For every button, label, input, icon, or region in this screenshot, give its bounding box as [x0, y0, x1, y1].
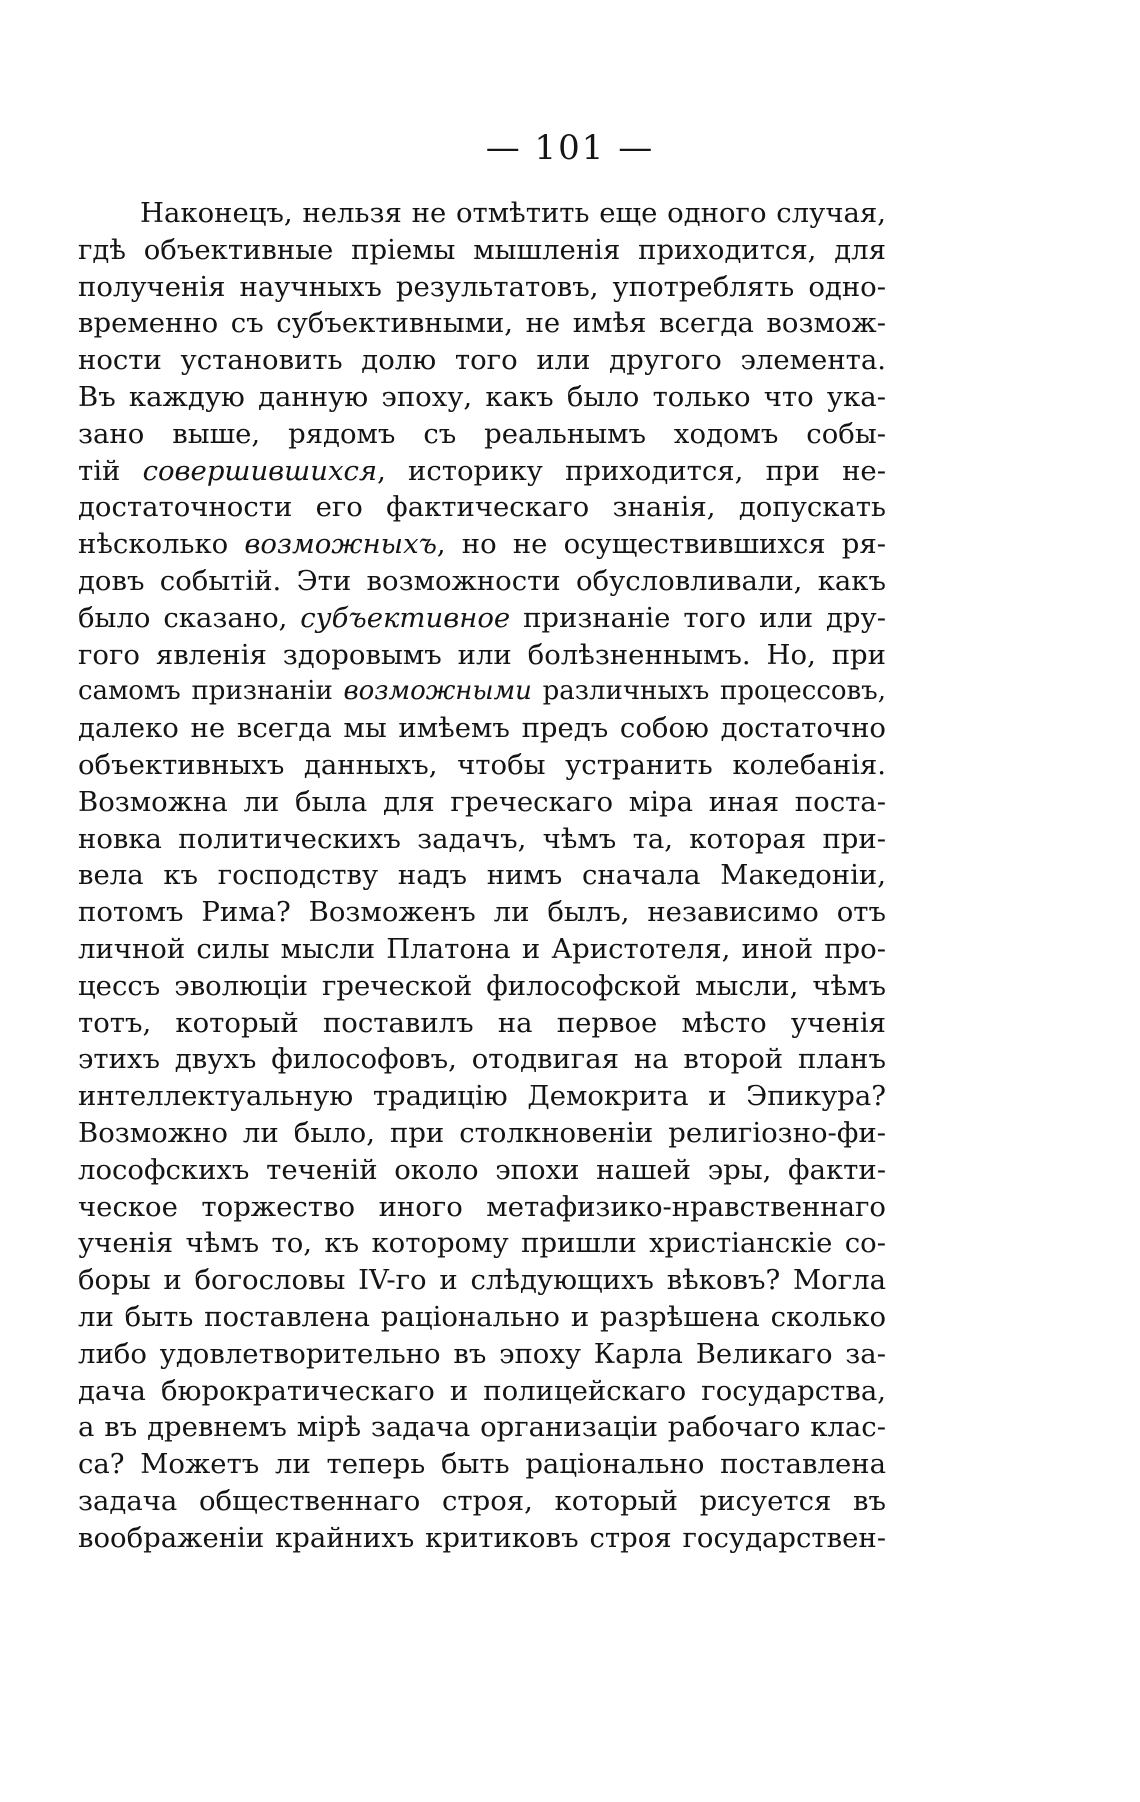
text-line: либо удовлетворительно въ эпоху Карла Великаго за-	[78, 1337, 886, 1370]
text-line: довъ событій. Эти возможности обусловливали, какъ	[78, 564, 886, 597]
text-run: нѣсколько	[78, 528, 245, 561]
text-line: боры и богословы IV-го и слѣдующихъ вѣковъ? Могла	[78, 1264, 886, 1297]
body-text	[78, 195, 886, 1556]
text-line: Возможна ли была для греческаго міра иная поста-	[78, 785, 886, 818]
text-line: дача бюрократическаго и полицейскаго государства,	[78, 1374, 886, 1407]
italic-emphasis: субъективное	[300, 601, 511, 634]
text-line: ности установить долю того или другого элемента.	[78, 344, 886, 377]
text-run: признаніе того или дру-	[510, 601, 886, 634]
italic-emphasis: совершившихся	[142, 454, 378, 487]
text-line: гдѣ объективные пріемы мышленія приходится, для	[78, 233, 886, 266]
text-run: , историку приходится, при не-	[377, 454, 886, 487]
text-line: вела къ господству надъ нимъ сначала Македоніи,	[78, 859, 886, 892]
text-line	[78, 453, 886, 490]
text-line	[78, 526, 886, 563]
text-run: , но не осуществившихся ря-	[436, 528, 887, 561]
text-line: Въ каждую данную эпоху, какъ было только что ука-	[78, 380, 886, 413]
text-line: личной силы мысли Платона и Аристотеля, иной про-	[78, 932, 886, 965]
text-line: тотъ, который поставилъ на первое мѣсто ученія	[78, 1006, 886, 1039]
text-line: ческое торжество иного метафизико-нравственнаго	[78, 1190, 886, 1223]
text-run: самомъ признаніи	[78, 676, 344, 707]
text-line: ученія чѣмъ то, къ которому пришли христіанскіе со-	[78, 1227, 886, 1260]
page-number: — 101 —	[485, 128, 655, 168]
text-line: достаточности его фактическаго знанія, допускать	[78, 491, 886, 524]
text-line: зано выше, рядомъ съ реальнымъ ходомъ собы-	[78, 417, 886, 450]
text-line: а въ древнемъ мірѣ задача организаціи рабочаго клас-	[78, 1411, 886, 1444]
text-run: различныхъ процессовъ,	[531, 676, 886, 707]
text-line: потомъ Рима? Возможенъ ли былъ, независимо отъ	[78, 896, 886, 929]
text-line: гого явленія здоровымъ или болѣзненнымъ. Но, при	[78, 638, 886, 671]
text-line: воображеніи крайнихъ критиковъ строя государствен-	[78, 1521, 886, 1554]
text-run: тій	[78, 454, 143, 487]
text-line: лософскихъ теченій около эпохи нашей эры, факти-	[78, 1153, 886, 1186]
text-line: задача общественнаго строя, который рисуется въ	[78, 1484, 886, 1517]
text-line: са? Можетъ ли теперь быть раціонально поставлена	[78, 1448, 886, 1481]
text-line: интеллектуальную традицію Демокрита и Эпикура?	[78, 1080, 886, 1113]
text-line	[78, 673, 886, 710]
text-line: Наконецъ, нельзя не отмѣтить еще одного случая,	[140, 197, 886, 229]
text-line: объективныхъ данныхъ, чтобы устранить колебанія.	[78, 748, 886, 781]
text-line: новка политическихъ задачъ, чѣмъ та, которая при-	[78, 822, 886, 855]
text-line: ли быть поставлена раціонально и разрѣшена сколько	[78, 1300, 886, 1333]
text-line: этихъ двухъ философовъ, отодвигая на второй планъ	[78, 1043, 886, 1076]
text-line: полученія научныхъ результатовъ, употреблять одно-	[78, 270, 886, 303]
italic-emphasis: возможными	[343, 676, 532, 707]
italic-emphasis: возможныхъ	[244, 528, 437, 561]
text-run: было сказано,	[78, 601, 301, 634]
text-line: временно съ субъективными, не имѣя всегда возмож-	[78, 307, 886, 340]
text-line: цессъ эволюціи греческой философской мысли, чѣмъ	[78, 969, 886, 1002]
text-line: далеко не всегда мы имѣемъ предъ собою достаточно	[78, 712, 886, 745]
text-line	[78, 600, 886, 637]
text-line: Возможно ли было, при столкновеніи религіозно-фи-	[78, 1116, 886, 1149]
